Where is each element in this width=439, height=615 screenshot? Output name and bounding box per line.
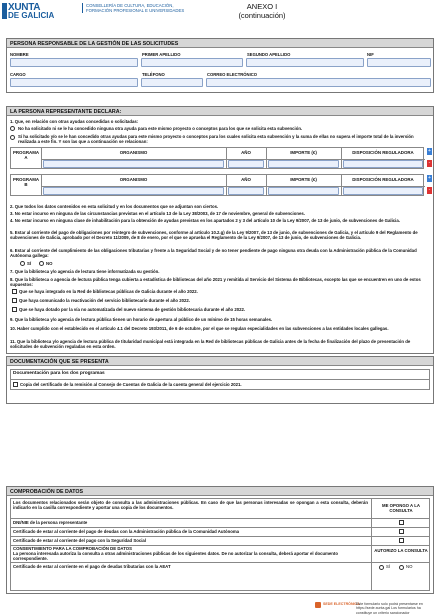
check-oponer-dni[interactable]	[399, 520, 404, 525]
remove-row-a-button[interactable]: -	[428, 160, 431, 166]
radio-no-solicitado[interactable]	[10, 126, 15, 131]
declara-item6: 6. Estar al corriente del cumplimiento de las obligaciones tributarias y frente a la Seguridad Social y de no tener pendiente de pago ninguna otra deuda con la Administración pública de la Comunidad Autónoma gallega:	[10, 248, 417, 259]
radio-item6-no[interactable]	[39, 261, 44, 266]
nombre-input[interactable]	[10, 58, 138, 67]
ano-header-b: AÑO	[241, 177, 251, 182]
documentacion-box	[10, 369, 430, 390]
comp-row-dni: DNI/NIE de la persona representante	[13, 520, 88, 525]
declara-item1: 1. Que, en relación con otras ayudas concedidas o solicitadas:	[10, 119, 139, 124]
consent-title: CONSENTIMIENTO PARA LA COMPROBACIÓN DE DATOS	[13, 546, 132, 551]
comprobacion-title: COMPROBACIÓN DE DATOS	[7, 487, 433, 496]
organismo-header-a: ORGANISMO	[119, 150, 148, 155]
primer-apellido-label: PRIMER APELLIDO	[142, 52, 181, 57]
nombre-label: NOMBRE	[10, 52, 29, 57]
programa-a-table	[10, 147, 424, 169]
programa-b-table	[10, 174, 424, 196]
disposicion-header-a: DISPOSICIÓN REGULADORA	[352, 150, 414, 155]
declara-item2: 2. Que todos los datos contenidos en esta solicitud y en los documentos que se adjuntan son ciertos.	[10, 204, 219, 209]
declara-sub8b: Que haya comunicado la reactivación del servicio bibliotecario durante el año 2022.	[19, 297, 190, 303]
check-8c[interactable]	[12, 307, 17, 312]
disposicion-header-b: DISPOSICIÓN REGULADORA	[352, 177, 414, 182]
item6-si-label: SÍ	[27, 260, 32, 266]
telefono-label: TELÉFONO	[142, 72, 165, 77]
declara-item8: 8. Que la biblioteca o agencia de lectura pública tenga cubierta a estadística de bibliotecas del año 2021 y remitida al Servicio del Sistema de Bibliotecas, excepto las que se encuentren en uno de estos supuestos:	[10, 277, 421, 288]
declara-opt2: Sí ha solicitado y/o se le han concedido otras ayudas para este mismo proyecto o conceptos para los cuales solicita esta subvención y la suma de ellas no supera el importe total de la inversión realizada a este fin. Y son las que a continuación se relacionan:	[18, 134, 414, 145]
aeat-no-label: NO	[406, 564, 413, 569]
check-8b[interactable]	[12, 298, 17, 303]
check-oponer-ss[interactable]	[399, 538, 404, 543]
anexo-subtitle: (continuación)	[238, 11, 286, 20]
consent-row-aeat: Certificado de estar al corriente en el pago de deudas tributarias con la AEAT	[13, 564, 171, 569]
declara-item3: 3. No estar incurso en ninguna de las circunstancias previstas en el artículo 13 de la Ley 38/2003, de 17 de noviembre, general de subvenciones.	[10, 211, 305, 216]
radio-aeat-si[interactable]	[379, 565, 384, 570]
check-oponer-deudas[interactable]	[399, 529, 404, 534]
declara-item4: 4. No estar incurso en ninguna clase de inhabilitación para la obtención de ayudas previstas en los apartados 2 y 3 del artículo 10 de la Ley 9/2007, de 13 de junio, de subvenciones de Galicia.	[10, 218, 400, 223]
importe-input-b[interactable]	[268, 187, 339, 195]
autorizo-header: AUTORIZO LA CONSULTA	[374, 548, 428, 553]
comprobacion-section	[6, 486, 434, 594]
remove-row-b-button[interactable]: -	[428, 187, 431, 193]
correo-label: CORREO ELECTRÓNICO	[207, 72, 258, 77]
add-row-b-button[interactable]: +	[428, 175, 431, 181]
documentacion-section	[6, 356, 434, 404]
xunta-logo-line2: DE GALICIA	[8, 11, 55, 20]
declara-item11: 11. Que la biblioteca y/o agencia de lectura pública de titularidad municipal está integrada en la Red de bibliotecas públicas de Galicia antes de la fecha de finalización del plazo de presentación de solicitudes de subvención reguladas en esta orden.	[10, 339, 411, 350]
declara-item5: 5. Estar al corriente del pago de obligaciones por reintegro de subvenciones, conforme al artículo 10.2.g) de la Ley 9/2007, de 13 de junio, de subvenciones de Galicia, y el artículo 9 del Reglamento de subvenciones de Galicia, aprobado por el Decreto 11/2009, de 8 de enero, por el que se aprueba el Reglamento de la Ley 9/2007, de 13 de junio, de subvenciones de Galicia.	[10, 230, 418, 241]
documentacion-item: Copia del certificado de la remisión al Consejo de Cuentas de Galicia de la cuenta general del ejercicio 2021.	[20, 381, 242, 387]
documentacion-sub: Documentación para los dos programas	[13, 371, 105, 376]
comp-row-deudas: Certificado de estar al corriente del pago de deudas con la Administración pública de la Comunidad Autónoma	[13, 529, 240, 534]
segundo-apellido-input[interactable]	[246, 58, 364, 67]
radio-si-solicitado[interactable]	[10, 135, 15, 140]
cargo-input[interactable]	[10, 78, 138, 87]
check-copia-certificado[interactable]	[13, 382, 18, 387]
importe-header-b: IMPORTE (€)	[290, 177, 317, 182]
responsable-section	[6, 38, 434, 93]
declara-item9: 9. Que la biblioteca y/o agencia de lectura pública tienen un horario de apertura al público de un mínimo de 15 horas semanales.	[10, 317, 273, 322]
comprobacion-table	[10, 498, 430, 591]
check-8a[interactable]	[12, 289, 17, 294]
declara-section	[6, 106, 434, 354]
footer-text: Este formulario solo podrá presentarse en https://sede.xunta.gal Los formularios ha constituye un criterio sancionador	[356, 602, 423, 615]
organismo-input-a[interactable]	[43, 160, 224, 168]
declara-sub8c: Que se haya dotado por la vía no automatizada del nuevo sistema de gestión bibliotecaria durante el año 2022.	[19, 306, 246, 312]
radio-item6-si[interactable]	[20, 261, 25, 266]
conselleria-name: CONSELLERÍA DE CULTURA, EDUCACIÓN, FORMACIÓN PROFESIONAL E UNIVERSIDADES	[82, 3, 192, 13]
ano-header-a: AÑO	[241, 150, 251, 155]
flag-logo-icon	[2, 3, 7, 19]
declara-item10: 10. Haber cumplido con el establecido en el artículo 4.1 del Decreto 193/2011, de 6 de octubre, por el que se regulan especialidades en las subvenciones a las entidades locales gallegas.	[10, 326, 389, 331]
organismo-header-b: ORGANISMO	[119, 177, 148, 182]
organismo-input-b[interactable]	[43, 187, 224, 195]
oponer-header: ME OPONGO A LA CONSULTA	[382, 503, 420, 514]
anexo-title: ANEXO I	[246, 2, 278, 11]
primer-apellido-input[interactable]	[141, 58, 243, 67]
declara-title: LA PERSONA REPRESENTANTE DECLARA:	[7, 107, 433, 116]
documentacion-title: DOCUMENTACIÓN QUE SE PRESENTA	[7, 357, 433, 366]
cargo-label: CARGO	[10, 72, 26, 77]
disposicion-input-a[interactable]	[343, 160, 423, 168]
consent-text: La persona interesada autoriza la consulta a otras administraciones públicas de los siguientes datos. De no autorizar la consulta, deberá aportar el documento correspondiente.	[13, 551, 338, 562]
declara-item7: 7. Que la biblioteca y/o agencia de lectura tiene informatizada su gestión.	[10, 269, 160, 274]
nif-input[interactable]	[367, 58, 431, 67]
importe-input-a[interactable]	[268, 160, 339, 168]
nif-label: NIF	[367, 52, 374, 57]
segundo-apellido-label: SEGUNDO APELLIDO	[247, 52, 291, 57]
importe-header-a: IMPORTE (€)	[290, 150, 317, 155]
comprobacion-intro: Los documentos relacionados serán objeto de consulta a las administraciones públicas. En caso de que las personas interesadas se opongan a esta consulta, deberán indicarlo en la casilla correspondiente y aportar una copia de los documentos.	[13, 500, 368, 511]
disposicion-input-b[interactable]	[343, 187, 423, 195]
item6-no-label: NO	[46, 260, 53, 266]
programa-b-header: PROGRAMA B	[12, 177, 40, 187]
sede-logo-icon	[315, 602, 321, 608]
programa-a-header: PROGRAMA A	[12, 150, 40, 160]
correo-input[interactable]	[206, 78, 431, 87]
responsable-title: PERSONA RESPONSABLE DE LA GESTIÓN DE LAS SOLICITUDES	[7, 39, 433, 48]
telefono-input[interactable]	[141, 78, 203, 87]
declara-sub8a: Que se haya integrado en la Red de bibliotecas públicas de Galicia durante el año 2022.	[19, 288, 198, 294]
ano-input-b[interactable]	[228, 187, 264, 195]
declara-opt1: No ha solicitado ni se le ha concedido ninguna otra ayuda para este mismo proyecto o conceptos para los que se solicita esta subvención.	[18, 125, 303, 131]
radio-aeat-no[interactable]	[399, 565, 404, 570]
comp-row-ss: Certificado de estar al corriente del pago con la Seguridad Social	[13, 538, 147, 543]
ano-input-a[interactable]	[228, 160, 264, 168]
footer-sede: SEDE ELECTRÓNICA	[323, 602, 360, 606]
xunta-logo-line1: XUNTA	[8, 2, 41, 13]
add-row-a-button[interactable]: +	[428, 148, 431, 154]
aeat-si-label: SÍ	[386, 564, 391, 569]
